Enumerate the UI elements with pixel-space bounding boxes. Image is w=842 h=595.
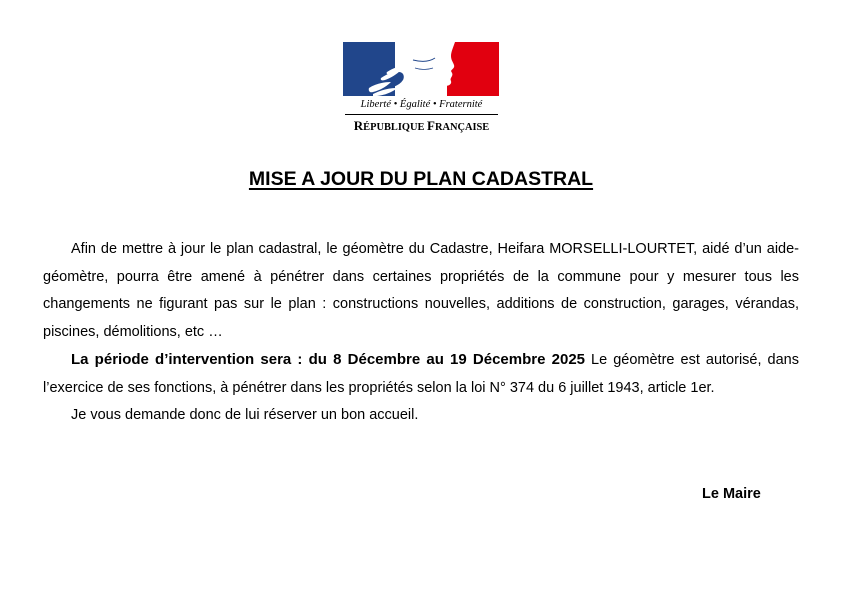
paragraph-period bbox=[43, 346, 799, 402]
republic-initial-r: R bbox=[353, 118, 364, 133]
republic-word-rest: ÉPUBLIQUE bbox=[363, 122, 427, 133]
paragraph-intro: Afin de mettre à jour le plan cadastral, le géomètre du Cadastre, Heifara MORSELLI-LOURTET, aidé d’un aide-géomètre, pourra être amené à pénétrer dans certaines propriétés de la commune pour y mesurer tous les changements ne figurant pas sur le plan : constructions nouvelles, additions de construction, garages, vérandas, piscines, démolitions, etc … bbox=[43, 241, 799, 340]
francaise-word-rest: RANÇAISE bbox=[434, 122, 490, 133]
republic-motto: Liberté • Égalité • Fraternité bbox=[360, 99, 483, 110]
authorization-text: Le géomètre est autorisé, dans l’exercice de ses fonctions, à pénétrer dans les propriétés selon la loi N° 374 du 6 juillet 1943, article 1er. bbox=[43, 352, 799, 396]
motto-divider bbox=[345, 114, 498, 115]
marianne-logo bbox=[343, 42, 500, 137]
tricolor-flag-icon bbox=[343, 42, 499, 96]
republic-initial-f: F bbox=[426, 118, 435, 133]
signature: Le Maire bbox=[702, 486, 761, 502]
page-title: MISE A JOUR DU PLAN CADASTRAL bbox=[248, 168, 594, 190]
republic-name bbox=[343, 118, 500, 134]
document-body bbox=[43, 236, 799, 430]
intervention-period: La période d’intervention sera : du 8 Décembre au 19 Décembre 2025 bbox=[71, 351, 585, 368]
paragraph-closing: Je vous demande donc de lui réserver un bon accueil. bbox=[71, 407, 419, 423]
